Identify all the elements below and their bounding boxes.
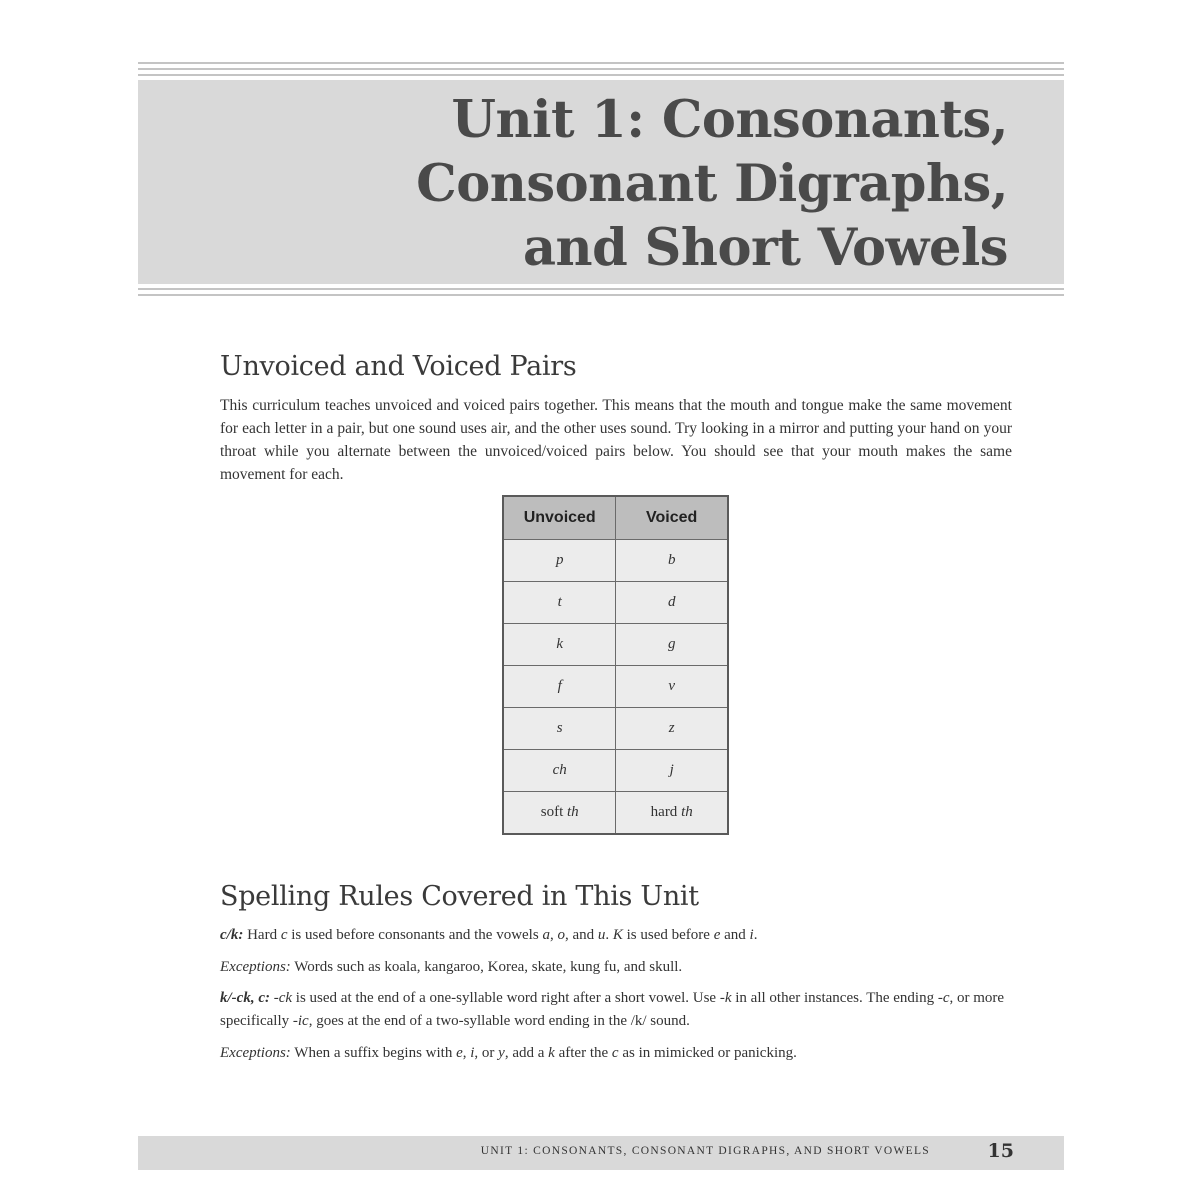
rule-c-k [220, 924, 1012, 947]
unit-title-line-2: Consonant Digraphs, [416, 154, 1008, 214]
rule-letter: u [597, 927, 606, 943]
table-cell-voiced: b [616, 540, 728, 582]
column-header-unvoiced: Unvoiced [503, 496, 616, 540]
header-top-stripe [138, 62, 1064, 64]
rule-text: , goes at the end of a two-syllable word ending in the /k/ sound. [308, 1013, 690, 1029]
exceptions-label: Exceptions: [220, 1045, 291, 1061]
rule-text: is used before [622, 927, 714, 943]
section-heading-pairs: Unvoiced and Voiced Pairs [220, 351, 577, 382]
footer-band [138, 1136, 1064, 1170]
rule-text: , or more specifically [220, 990, 1005, 1029]
exception-text: , [462, 1045, 471, 1061]
rule-letter: -ic [292, 1013, 309, 1029]
rule-text: is used at the end of a one-syllable word right after a short vowel. Use [292, 990, 720, 1006]
table-row [503, 750, 728, 792]
rule-label: k/-ck, c: [220, 990, 270, 1006]
rule-letter: -ck [273, 990, 293, 1006]
table-header-row [503, 496, 728, 540]
table-row [503, 624, 728, 666]
rule-k-ck-c [220, 987, 1012, 1033]
rule-letter: -k [719, 990, 732, 1006]
cell-digraph: th [681, 804, 693, 820]
exception-text: When a suffix begins with [290, 1045, 457, 1061]
header-bottom-stripe-2 [138, 294, 1064, 296]
pairs-table [502, 495, 729, 835]
rule-text: , and [564, 927, 598, 943]
rule-text: Hard [243, 927, 281, 943]
table-row [503, 582, 728, 624]
table-cell-voiced: j [616, 750, 728, 792]
rule-text: is used before consonants and the vowels [287, 927, 543, 943]
column-header-voiced: Voiced [616, 496, 728, 540]
rule-letter: a [542, 927, 550, 943]
exceptions-label: Exceptions: [220, 959, 291, 975]
table-row [503, 792, 728, 835]
pairs-paragraph: This curriculum teaches unvoiced and voiced pairs together. This means that the mouth and tongue make the same movement for each letter in a pair, but one sound uses air, and the other uses sound. Try looking in a mirror and putting your hand on your throat while you alternate between the unvoiced/voiced pairs below. You should see that your mouth makes the same movement for each. [220, 397, 1012, 483]
table-row [503, 666, 728, 708]
exception-text: , add a [504, 1045, 549, 1061]
table-cell-unvoiced: t [503, 582, 616, 624]
rule-letter: i [749, 927, 754, 943]
rule-letter: e [456, 1045, 463, 1061]
exception-text: Words such as koala, kangaroo, Korea, skate, kung fu, and skull. [290, 959, 683, 975]
exception-text: after the [554, 1045, 612, 1061]
cell-digraph: th [566, 804, 579, 820]
section-heading-spelling-rules: Spelling Rules Covered in This Unit [220, 881, 699, 912]
page-number: 15 [987, 1140, 1014, 1162]
cell-prefix: hard [650, 804, 682, 820]
rule-letter: o [557, 927, 565, 943]
unit-title-line-1: Unit 1: Consonants, [451, 90, 1008, 150]
rule-letter: i [470, 1045, 475, 1061]
unit-title [416, 88, 1008, 280]
table-cell-unvoiced: ch [503, 750, 616, 792]
exception-c-k [220, 956, 1012, 979]
table-cell-voiced [616, 792, 728, 835]
rule-letter: y [498, 1045, 505, 1061]
table-cell-voiced: g [616, 624, 728, 666]
rule-letter: c [611, 1045, 619, 1061]
table-cell-voiced: z [616, 708, 728, 750]
table-cell-unvoiced: k [503, 624, 616, 666]
rule-letter: e [713, 927, 721, 943]
table-cell-voiced: v [616, 666, 728, 708]
unit-header-band [138, 80, 1064, 284]
rule-letter: k [548, 1045, 555, 1061]
rule-text: , [549, 927, 558, 943]
rule-label: c/k: [220, 927, 244, 943]
running-title: UNIT 1: CONSONANTS, CONSONANT DIGRAPHS, AND SHORT VOWELS [480, 1145, 930, 1157]
table-row [503, 540, 728, 582]
unit-title-line-3: and Short Vowels [523, 218, 1008, 278]
table-cell-unvoiced: s [503, 708, 616, 750]
header-top-stripe-2 [138, 68, 1064, 70]
table-cell-voiced: d [616, 582, 728, 624]
rule-text: . [753, 927, 758, 943]
header-top-stripe-3 [138, 74, 1064, 76]
rule-text: . [605, 927, 613, 943]
rule-text: and [720, 927, 750, 943]
rule-text: in all other instances. The ending [731, 990, 938, 1006]
table-cell-unvoiced [503, 792, 616, 835]
exception-text: as in mimicked or panicking. [618, 1045, 797, 1061]
rule-letter: -c [937, 990, 950, 1006]
table-row [503, 708, 728, 750]
table-cell-unvoiced: p [503, 540, 616, 582]
exception-k-ck-c [220, 1042, 1012, 1065]
exception-text: , or [474, 1045, 499, 1061]
header-bottom-stripe [138, 288, 1064, 290]
rule-letter: c [280, 927, 288, 943]
table-cell-unvoiced: f [503, 666, 616, 708]
cell-prefix: soft [540, 804, 567, 820]
rule-letter: K [612, 927, 623, 943]
